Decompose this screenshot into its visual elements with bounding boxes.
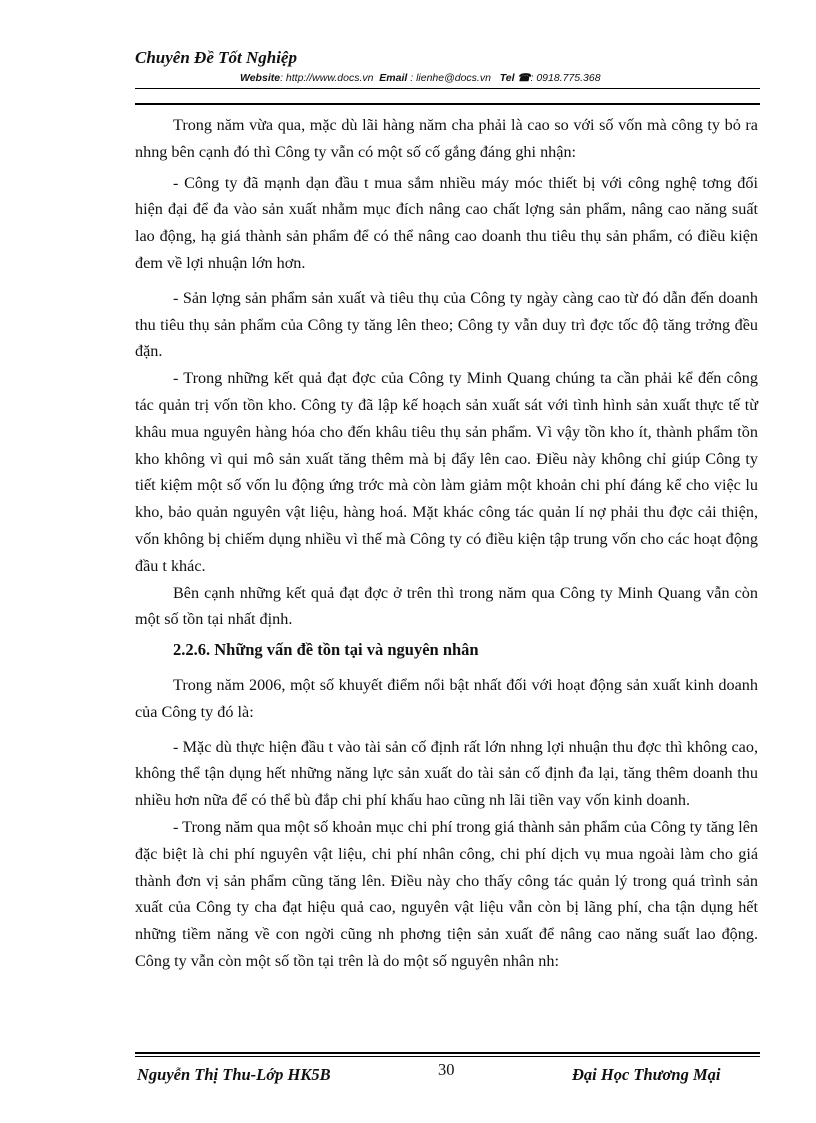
footer-school: Đại Học Thương Mại (572, 1065, 721, 1084)
email-address: : lienhe@docs.vn (410, 72, 491, 84)
paragraph-costs: - Trong năm qua một số khoản mục chi phí trong giá thành sản phẩm của Công ty tăng lên đặc biệt là chi phí nguyên vật liệu, chi phí nhân công, chi phí dịch vụ mua ngoài làm cho giá thành đơn vị sản phẩm cũng tăng lên. Điều này cho thấy công tác quản lý trong quá trình sản xuất của Công ty cha đạt hiệu quả cao, nguyên vật liệu vẫn còn bị lãng phí, cha tận dụng hết những tiềm năng về con ngời cũng nh phơng tiện sản xuất để nâng cao năng suất lao động. Công ty vẫn còn một số tồn tại trên là do một số nguyên nhân nh: (135, 817, 758, 970)
footer-author: Nguyễn Thị Thu-Lớp HK5B (137, 1065, 331, 1084)
section-heading: 2.2.6. Những vấn đề tồn tại và nguyên nhân (173, 640, 479, 660)
paragraph-investment: - Công ty đã mạnh dạn đầu t mua sắm nhiều máy móc thiết bị với công nghệ tơng đối hiện đại để đa vào sản xuất nhằm mục đích nâng cao chất lợng sản phẩm, nâng cao năng suất lao động, hạ giá thành sản phẩm để có thể nâng cao doanh thu tiêu thụ sản phẩm, có điều kiện đem về lợi nhuận lớn hơn. (135, 173, 758, 272)
document-body (135, 112, 758, 975)
document-header-title: Chuyên Đề Tốt Nghiệp (135, 48, 297, 67)
page-number: 30 (438, 1060, 455, 1079)
paragraph-fixed-assets: - Mặc dù thực hiện đầu t vào tài sản cố định rất lớn nhng lợi nhuận thu đợc thì không cao, không thể tận dụng hết những năng lực sản xuất do tài sản cố định đa lại, tăng thêm doanh thu nhiều hơn nữa để có thể bù đắp chi phí khấu hao cũng nh lãi tiền vay vốn kinh doanh. (135, 737, 758, 810)
footer-rule-thin (135, 1056, 760, 1057)
email-label: Email (379, 72, 408, 84)
paragraph-shortcomings-intro: Trong năm 2006, một số khuyết điểm nổi bật nhất đối với hoạt động sản xuất kinh doanh của Công ty đó là: (135, 675, 758, 721)
phone-label: Tel ☎ (499, 72, 531, 84)
paragraph-output: - Sản lợng sản phẩm sản xuất và tiêu thụ của Công ty ngày càng cao từ đó dẫn đến doanh thu tiêu thụ sản phẩm của Công ty tăng lên theo; Công ty vẫn duy trì đợc tốc độ tăng trởng đều đặn. (135, 288, 758, 361)
paragraph-intro: Trong năm vừa qua, mặc dù lãi hàng năm cha phải là cao so với số vốn mà công ty bỏ ra nhng bên cạnh đó thì Công ty vẫn có một số cố gắng đáng ghi nhận: (135, 116, 758, 161)
paragraph-inventory: - Trong những kết quả đạt đợc của Công ty Minh Quang chúng ta cần phải kể đến công tác quản trị vốn tồn kho. Công ty đã lập kế hoạch sản xuất sát với tình hình sản xuất thực tế từ khâu mua nguyên hàng hóa cho đến khâu tiêu thụ sản phẩm. Vì vậy tồn kho ít, thành phẩm tồn kho không vì qui mô sản xuất tăng thêm mà bị đẩy lên cao. Điều này không chỉ giúp Công ty tiết kiệm một số vốn lu động ứng trớc mà còn làm giảm một khoản chi phí đáng kể cho việc lu kho, bảo quản nguyên vật liệu, hàng hoá. Mặt khác công tác quản lí nợ phải thu đợc cải thiện, vốn không bị chiếm dụng nhiều vì thế mà Công ty có điều kiện tập trung vốn cho các hoạt động đầu t khác. (135, 369, 758, 575)
header-rule-thick (135, 103, 760, 105)
header-contact-line (240, 72, 601, 84)
header-rule-thin (135, 88, 760, 89)
footer-rule-thick (135, 1052, 760, 1054)
website-label: Website (240, 72, 281, 84)
website-url: : http://www.docs.vn (280, 72, 374, 84)
paragraph-transition: Bên cạnh những kết quả đạt đợc ở trên thì trong năm qua Công ty Minh Quang vẫn còn một số tồn tại nhất định. (135, 583, 758, 629)
phone-number: : 0918.775.368 (530, 72, 601, 84)
